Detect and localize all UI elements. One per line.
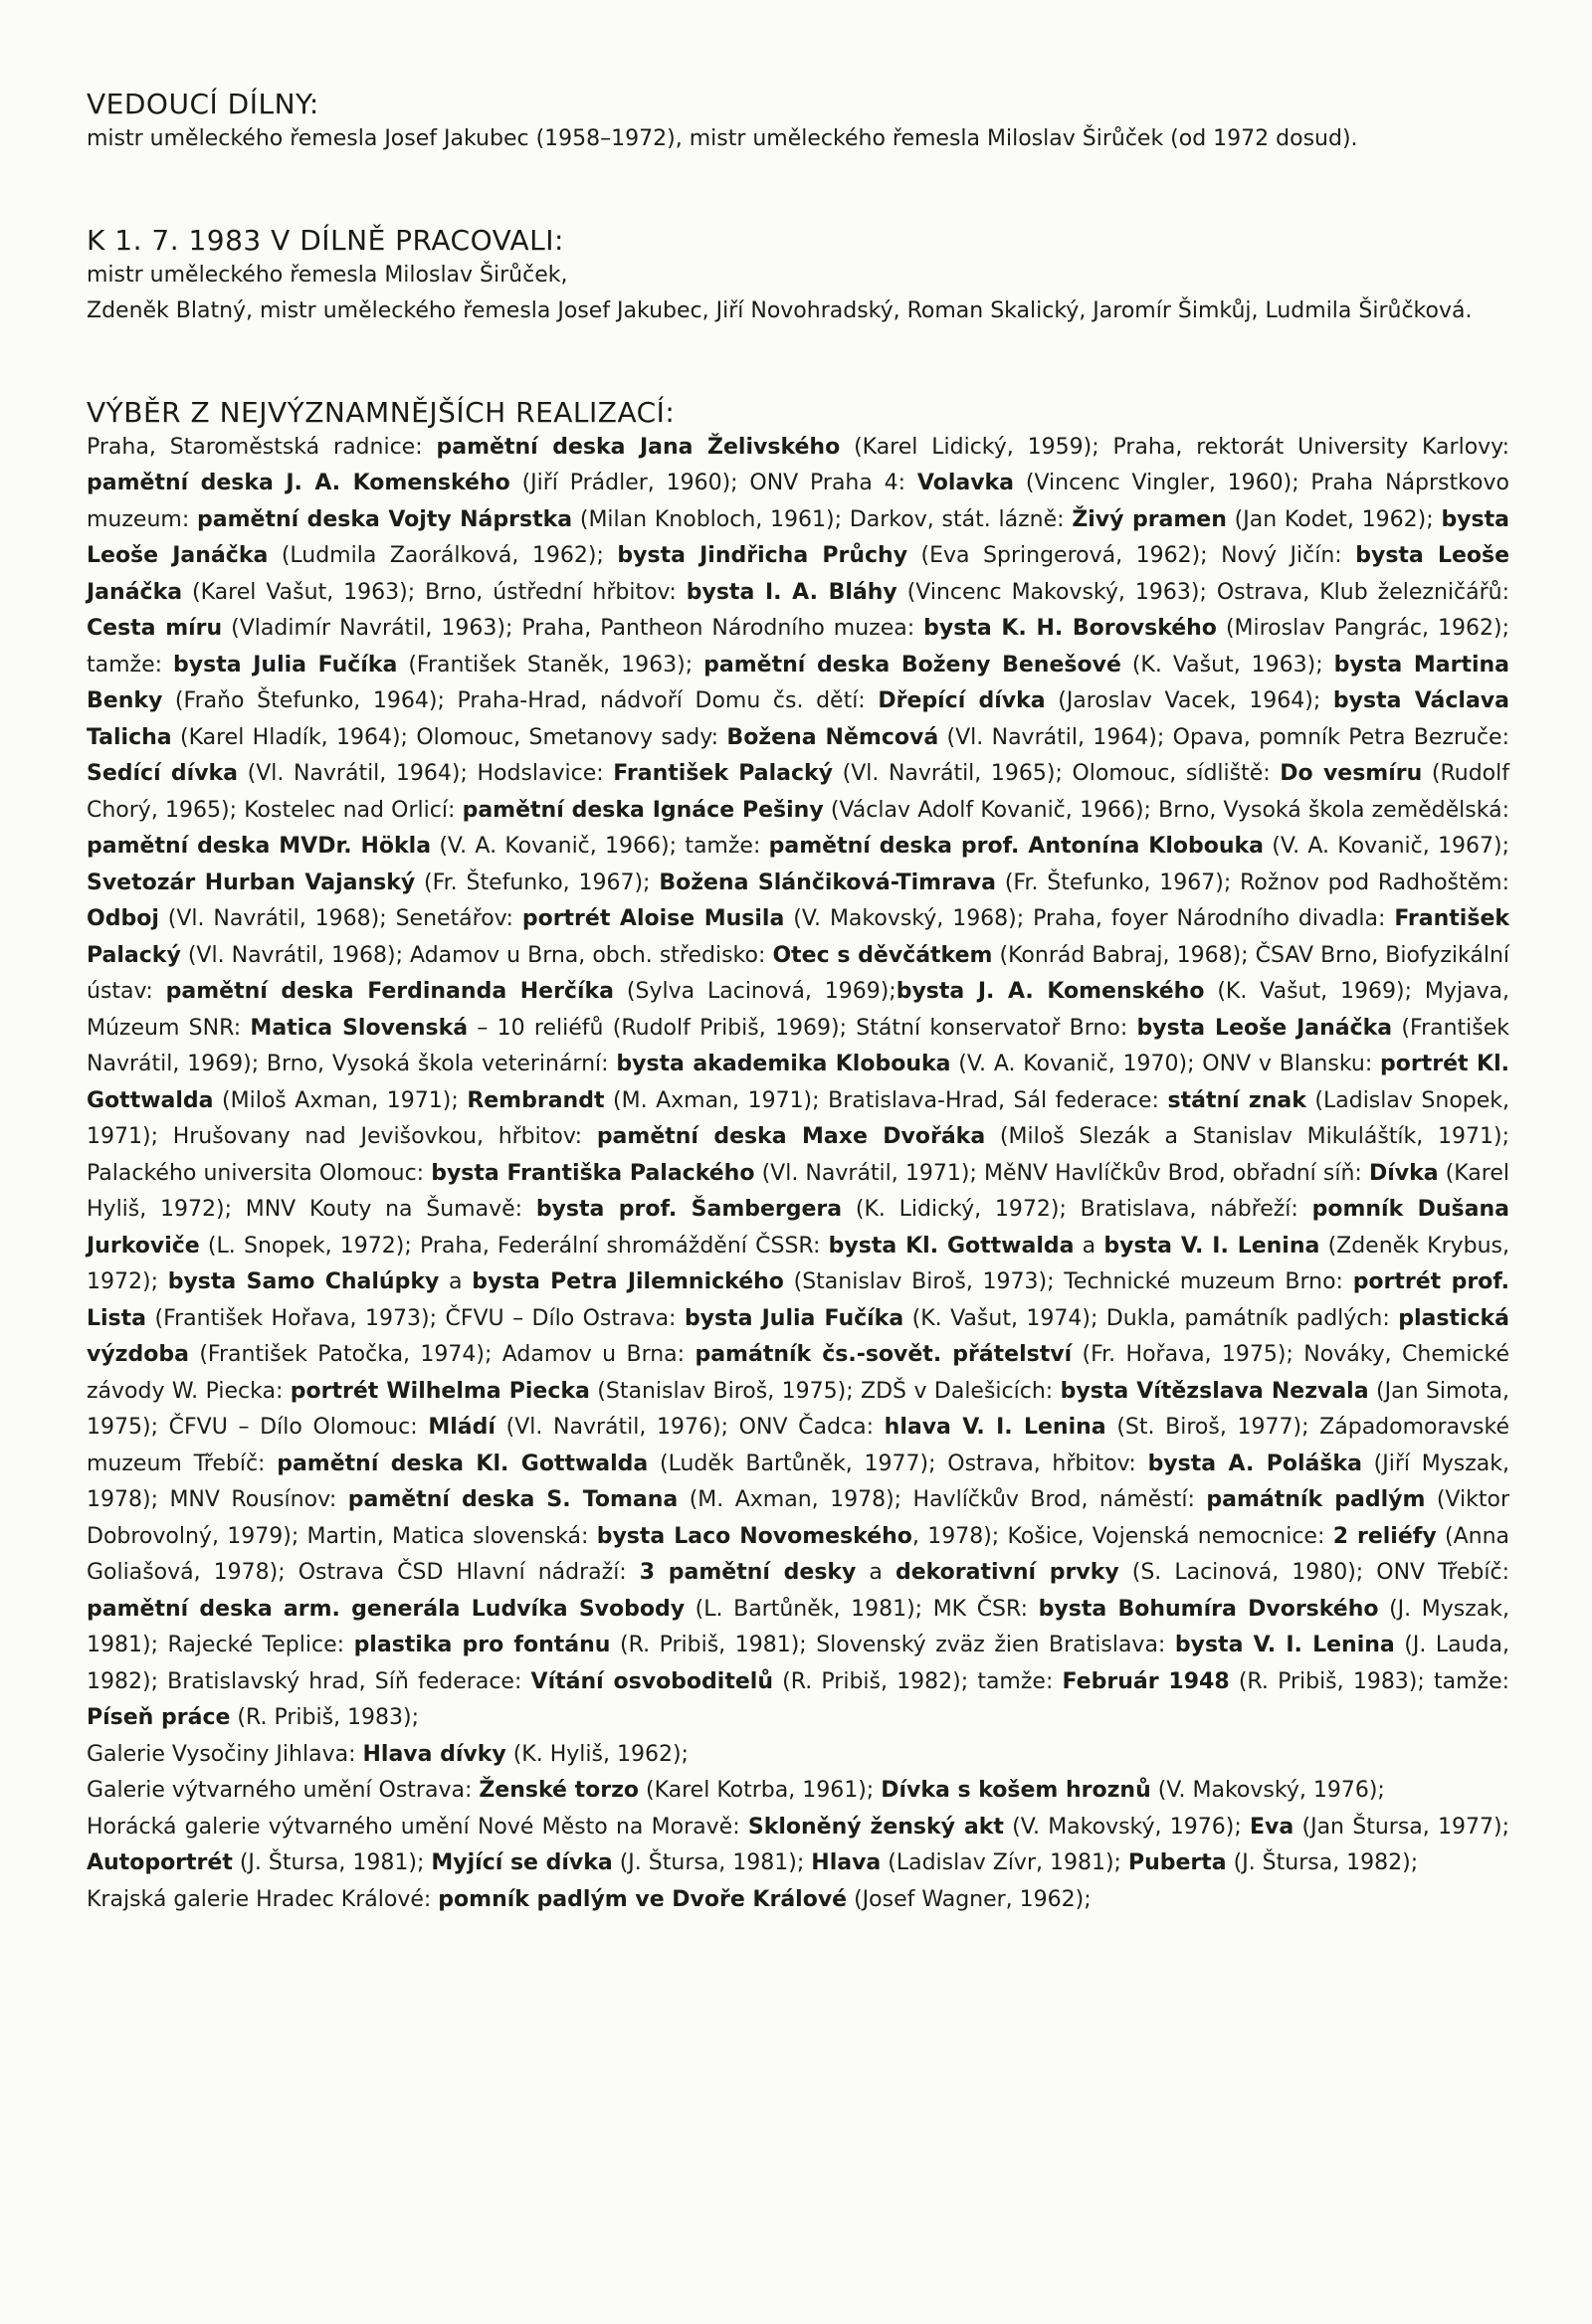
text-run: (L. Bartůněk, 1981); MK ČSR:: [685, 1596, 1039, 1622]
text-run: (František Staněk, 1963);: [397, 652, 704, 678]
section-heading: VEDOUCÍ DÍLNY:: [87, 88, 319, 120]
work-title: 2 reliéfy: [1332, 1523, 1437, 1549]
work-title: bysta I. A. Bláhy: [686, 579, 897, 605]
work-title: Svetozár Hurban Vajanský: [87, 870, 416, 895]
work-title: František Palacký: [613, 761, 834, 786]
text-run: (Vl. Navrátil, 1964); Opava, pomník Petra Bezruče:: [938, 724, 1509, 750]
work-title: hlava V. I. Lenina: [884, 1415, 1106, 1440]
text-run: (K. Vašut, 1974); Dukla, památník padlých:: [903, 1305, 1399, 1331]
work-title: František Palacký: [87, 906, 1509, 968]
work-title: Puberta: [1127, 1850, 1227, 1875]
text-run: (Václav Adolf Kovanič, 1966); Brno, Vysoká škola zemědělská:: [823, 797, 1509, 823]
work-title: pamětní deska Vojty Náprstka: [197, 506, 573, 532]
work-title: Píseň práce: [87, 1705, 231, 1730]
work-title: bysta Václava Talicha: [87, 688, 1509, 750]
work-title: pamětní deska Ignáce Pešiny: [462, 797, 824, 823]
work-title: Odboj: [87, 906, 159, 931]
work-title: Matica Slovenská: [250, 1015, 469, 1041]
text-run: (V. A. Kovanič, 1970); ONV v Blansku:: [950, 1052, 1381, 1076]
section-heading: K 1. 7. 1983 V DÍLNĚ PRACOVALI:: [87, 223, 564, 257]
work-title: plastická výzdoba: [87, 1305, 1510, 1367]
text-run: (Ladislav Zívr, 1981);: [881, 1850, 1128, 1875]
text-run: (Vl. Navrátil, 1965); Olomouc, sídliště:: [833, 761, 1281, 786]
work-title: Rembrandt: [467, 1087, 605, 1113]
text-run: (K. Lidický, 1972); Bratislava, nábřeží:: [842, 1197, 1312, 1222]
gallery-entry: [87, 1773, 1509, 1810]
work-title: bysta V. I. Lenina: [1174, 1633, 1395, 1657]
text-run: (Stanislav Biroš, 1975); ZDŠ v Dalešicích:: [589, 1378, 1061, 1404]
text-run: (Rudolf Chorý, 1965); Kostelec nad Orlicí:: [87, 761, 1509, 823]
work-title: bysta Leoše Janáčka: [87, 543, 1510, 605]
text-run: (Jan Kodet, 1962);: [1226, 506, 1442, 532]
text-run: (Jan Štursa, 1977);: [1294, 1814, 1510, 1840]
text-run: (K. Hyliš, 1962);: [505, 1741, 689, 1767]
text-run: a: [856, 1560, 896, 1585]
work-title: památník padlým: [1206, 1487, 1426, 1512]
text-run: (Karel Kotrba, 1961);: [639, 1778, 882, 1803]
work-title: pamětní deska Boženy Benešové: [703, 652, 1121, 678]
text-run: (Vladimír Navrátil, 1963); Praha, Pantheon Národního muzea:: [222, 616, 924, 641]
work-title: 3 pamětní desky: [639, 1560, 857, 1585]
gallery-entry: [87, 1810, 1509, 1882]
text-run: (Karel Vašut, 1963); Brno, ústřední hřbitov:: [182, 579, 687, 605]
text-run: (Jan Simota, 1975); ČFVU – Dílo Olomouc:: [87, 1378, 1510, 1440]
work-title: bysta A. Poláška: [1147, 1451, 1362, 1476]
work-title: Sedící dívka: [87, 761, 239, 786]
text-run: (Anna Goliašová, 1978); Ostrava ČSD Hlavní nádraží:: [87, 1523, 1510, 1585]
work-title: Božena Němcová: [726, 724, 939, 750]
text-run: (Jiří Myszak, 1978); MNV Rousínov:: [87, 1451, 1509, 1512]
text-run: (V. Makovský, 1968); Praha, foyer Národního divadla:: [784, 906, 1395, 931]
text-run: (Luděk Bartůněk, 1977); Ostrava, hřbitov:: [648, 1451, 1148, 1476]
text-run: (M. Axman, 1978); Havlíčkův Brod, náměstí:: [678, 1487, 1207, 1512]
work-title: Autoportrét: [87, 1850, 233, 1875]
work-title: Božena Slánčiková-Timrava: [659, 870, 996, 895]
work-title: Február 1948: [1062, 1668, 1230, 1694]
text-run: (S. Lacinová, 1980); ONV Třebíč:: [1118, 1560, 1510, 1585]
work-title: Hlava: [811, 1850, 882, 1875]
text-run: (Vl. Navrátil, 1971); MěNV Havlíčkův Brod, obřadní síň:: [754, 1160, 1369, 1186]
paragraph: mistr uměleckého řemesla Miloslav Širůček,: [87, 262, 568, 288]
spacer: [87, 330, 1509, 396]
text-run: (R. Pribiš, 1982); tamže:: [772, 1668, 1063, 1694]
text-run: (Fr. Štefunko, 1967); Rožnov pod Radhoštěm:: [996, 870, 1509, 895]
work-title: Do vesmíru: [1280, 761, 1423, 786]
work-title: bysta J. A. Komenského: [896, 979, 1205, 1004]
text-run: (R. Pribiš, 1983);: [230, 1705, 420, 1730]
galleries-list: [87, 1737, 1509, 1919]
text-run: (Viktor Dobrovolný, 1979); Martin, Matica slovenská:: [87, 1487, 1509, 1549]
work-title: Ženské torzo: [479, 1778, 640, 1803]
work-title: Dívka: [1368, 1160, 1439, 1186]
text-run: (Vincenc Vingler, 1960); Praha Náprstkovo muzeum:: [87, 471, 1509, 532]
text-run: (J. Štursa, 1982);: [1226, 1850, 1419, 1875]
work-title: bysta Františka Palackého: [431, 1160, 755, 1186]
work-title: Hlava dívky: [362, 1741, 506, 1767]
text-run: (Vincenc Makovský, 1963); Ostrava, Klub železničářů:: [896, 579, 1509, 605]
section-workshop-staff: [87, 224, 1509, 330]
work-title: bysta prof. Šambergera: [535, 1197, 843, 1222]
work-title: dekorativní prvky: [895, 1560, 1119, 1585]
text-run: (V. A. Kovanič, 1966); tamže:: [431, 834, 769, 859]
text-run: (V. Makovský, 1976);: [1150, 1778, 1385, 1803]
text-run: – 10 reliéfů (Rudolf Pribiš, 1969); Státní konservatoř Brno:: [468, 1015, 1137, 1041]
work-title: památník čs.-sovět. přátelství: [695, 1342, 1073, 1367]
work-title: Dívka s košem hroznů: [881, 1778, 1151, 1803]
work-title: pamětní deska J. A. Komenského: [87, 471, 510, 495]
work-title: Dřepící dívka: [878, 688, 1046, 713]
text-run: (Vl. Navrátil, 1968); Adamov u Brna, obch. středisko:: [180, 942, 773, 968]
paragraph: Zdeněk Blatný, mistr uměleckého řemesla Josef Jakubec, Jiří Novohradský, Roman Skalický, Jaromír Šimkůj, Ludmila Širůčková.: [87, 298, 1473, 323]
text-run: (Vl. Navrátil, 1968); Senetářov:: [158, 906, 522, 931]
work-title: bysta Jindřicha Průchy: [617, 543, 908, 568]
work-title: bysta Julia Fučíka: [173, 652, 398, 678]
work-title: bysta Martina Benky: [87, 652, 1510, 713]
work-title: pamětní deska S. Tomana: [347, 1487, 679, 1512]
work-title: bysta akademika Klobouka: [616, 1052, 951, 1076]
work-title: Otec s děvčátkem: [772, 942, 993, 968]
work-title: Cesta míru: [87, 616, 223, 641]
work-title: bysta Kl. Gottwalda: [828, 1233, 1075, 1259]
text-run: (V. Makovský, 1976);: [1003, 1814, 1251, 1840]
text-run: Praha, Staroměstská radnice:: [87, 434, 437, 460]
work-title: Eva: [1250, 1814, 1294, 1840]
text-run: (Konrád Babraj, 1968); ČSAV Brno, Biofyzikální ústav:: [87, 942, 1509, 1004]
gallery-entry: [87, 1737, 1509, 1774]
work-title: pamětní deska Kl. Gottwalda: [277, 1451, 649, 1476]
text-run: (Jaroslav Vacek, 1964);: [1045, 688, 1333, 713]
paragraph: mistr uměleckého řemesla Josef Jakubec (1958–1972), mistr uměleckého řemesla Miloslav Širůček (od 1972 dosud).: [87, 126, 1358, 151]
work-title: Živý pramen: [1072, 506, 1227, 532]
text-run: Horácká galerie výtvarného umění Nové Město na Moravě:: [87, 1814, 748, 1840]
text-run: (Sylva Lacinová, 1969);: [613, 979, 896, 1004]
text-run: (Miloš Slezák a Stanislav Mikuláštík, 1971); Palackého universita Olomouc:: [87, 1124, 1509, 1186]
gallery-entry: [87, 1882, 1509, 1919]
text-run: (Milan Knobloch, 1961); Darkov, stát. lázně:: [572, 506, 1073, 532]
work-title: pamětní deska arm. generála Ludvíka Svobody: [87, 1596, 686, 1622]
work-title: pamětní deska prof. Antonína Klobouka: [768, 834, 1265, 859]
work-title: pomník Dušana Jurkoviče: [87, 1197, 1510, 1259]
work-title: bysta Vítězslava Nezvala: [1060, 1378, 1369, 1404]
work-title: bysta Julia Fučíka: [684, 1305, 904, 1331]
text-run: (J. Štursa, 1981);: [612, 1850, 812, 1875]
text-run: (František Navrátil, 1969); Brno, Vysoká škola veterinární:: [87, 1015, 1510, 1076]
text-run: (Josef Wagner, 1962);: [847, 1886, 1092, 1912]
work-title: bysta Laco Novomeského: [596, 1523, 912, 1549]
work-title: bysta K. H.: [923, 616, 1073, 641]
work-title: portrét Kl. Gottwalda: [87, 1052, 1509, 1113]
work-title: portrét prof. Lista: [87, 1269, 1510, 1331]
text-run: (R. Pribiš, 1983); tamže:: [1229, 1668, 1510, 1694]
text-run: (Ladislav Snopek, 1971); Hrušovany nad Jevišovkou, hřbitov:: [87, 1087, 1510, 1149]
section-heading: VÝBĚR Z NEJVÝZNAMNĚJŠÍCH REALIZACÍ:: [87, 395, 676, 429]
text-run: (L. Snopek, 1972); Praha, Federální shromáždění ČSSR:: [199, 1233, 829, 1259]
text-run: Krajská galerie Hradec Králové:: [87, 1886, 439, 1912]
section-workshop-heads: [87, 88, 1509, 158]
text-run: (M. Axman, 1971); Bratislava-Hrad, Sál federace:: [604, 1087, 1168, 1113]
work-title: pamětní deska Maxe Dvořáka: [596, 1124, 986, 1149]
text-run: (Miroslav Pangrác, 1962); tamže:: [87, 616, 1509, 678]
work-title: bysta V. I. Lenina: [1103, 1233, 1320, 1259]
work-title: státní znak: [1167, 1087, 1306, 1113]
text-run: (Miloš Axman, 1971);: [213, 1087, 468, 1113]
work-title: Borovského: [1072, 616, 1217, 641]
text-run: (Ludmila Zaorálková, 1962);: [268, 543, 618, 568]
text-run: (František Hořava, 1973); ČFVU – Dílo Ostrava:: [146, 1305, 685, 1331]
text-run: Galerie výtvarného umění Ostrava:: [87, 1778, 480, 1803]
work-title: bysta Samo Chalúpky: [167, 1269, 440, 1294]
work-title: Mládí: [428, 1415, 496, 1440]
work-title: portrét Aloise Musila: [521, 906, 785, 931]
text-run: (J. Myszak, 1981); Rajecké Teplice:: [87, 1596, 1509, 1657]
text-run: (Eva Springerová, 1962); Nový Jičín:: [907, 543, 1356, 568]
text-run: (František Patočka, 1974); Adamov u Brna:: [188, 1342, 696, 1367]
text-run: (Zdeněk Krybus, 1972);: [87, 1233, 1510, 1294]
work-title: pamětní deska Jana Želivského: [436, 434, 841, 460]
work-title: Volavka: [916, 471, 1015, 495]
work-title: Vítání osvoboditelů: [530, 1668, 773, 1694]
work-title: bysta Leoše Janáčka: [1136, 1015, 1393, 1041]
work-title: portrét Wilhelma Piecka: [290, 1378, 590, 1404]
work-title: pamětní deska Ferdinanda Herčíka: [165, 979, 614, 1004]
work-title: pamětní deska MVDr. Hökla: [87, 834, 432, 859]
work-title: bysta Petra Jilemnického: [472, 1269, 784, 1294]
text-run: (R. Pribiš, 1981); Slovenský zväz žien Bratislava:: [610, 1633, 1175, 1657]
text-run: , 1978); Košice, Vojenská nemocnice:: [911, 1523, 1333, 1549]
text-run: (Stanislav Biroš, 1973); Technické muzeum Brno:: [783, 1269, 1353, 1294]
work-title: bysta Bohumíra Dvorského: [1038, 1596, 1379, 1622]
text-run: (Vl. Navrátil, 1976); ONV Čadca:: [495, 1415, 885, 1440]
section-realizations: [87, 396, 1509, 1919]
text-run: (Karel Hyliš, 1972); MNV Kouty na Šumavě:: [87, 1160, 1509, 1222]
text-run: (K. Vašut, 1963);: [1120, 652, 1334, 678]
text-run: a: [439, 1269, 473, 1294]
realizations-paragraph: [87, 430, 1509, 1737]
work-title: Myjící se dívka: [431, 1850, 613, 1875]
text-run: (Vl. Navrátil, 1964); Hodslavice:: [238, 761, 614, 786]
work-title: Skloněný ženský akt: [747, 1814, 1004, 1840]
document-page: [87, 88, 1509, 1918]
text-run: a: [1074, 1233, 1104, 1259]
work-title: pomník padlým ve Dvoře Králové: [438, 1886, 848, 1912]
text-run: (Fr. Hořava, 1975); Nováky, Chemické závody W. Piecka:: [87, 1342, 1510, 1404]
text-run: Galerie Vysočiny Jihlava:: [87, 1741, 363, 1767]
text-run: (St. Biroš, 1977); Západomoravské muzeum Třebíč:: [87, 1415, 1509, 1476]
text-run: (Fraňo Štefunko, 1964); Praha-Hrad, nádvoří Domu čs. dětí:: [162, 688, 879, 713]
work-title: bysta Leoše Janáčka: [87, 506, 1509, 568]
text-run: (J. Lauda, 1982); Bratislavský hrad, Síň federace:: [87, 1633, 1509, 1694]
spacer: [87, 158, 1509, 224]
text-run: (Karel Hladík, 1964); Olomouc, Smetanovy sady:: [171, 724, 727, 750]
text-run: (Karel Lidický, 1959); Praha, rektorát University Karlovy:: [840, 434, 1510, 460]
text-run: (Jiří Prádler, 1960); ONV Praha 4:: [509, 471, 917, 495]
text-run: (Fr. Štefunko, 1967);: [415, 870, 660, 895]
text-run: (K. Vašut, 1969); Myjava, Múzeum SNR:: [87, 979, 1509, 1041]
work-title: plastika pro fontánu: [353, 1633, 611, 1657]
text-run: (V. A. Kovanič, 1967);: [1264, 834, 1510, 859]
text-run: (J. Štursa, 1981);: [232, 1850, 432, 1875]
